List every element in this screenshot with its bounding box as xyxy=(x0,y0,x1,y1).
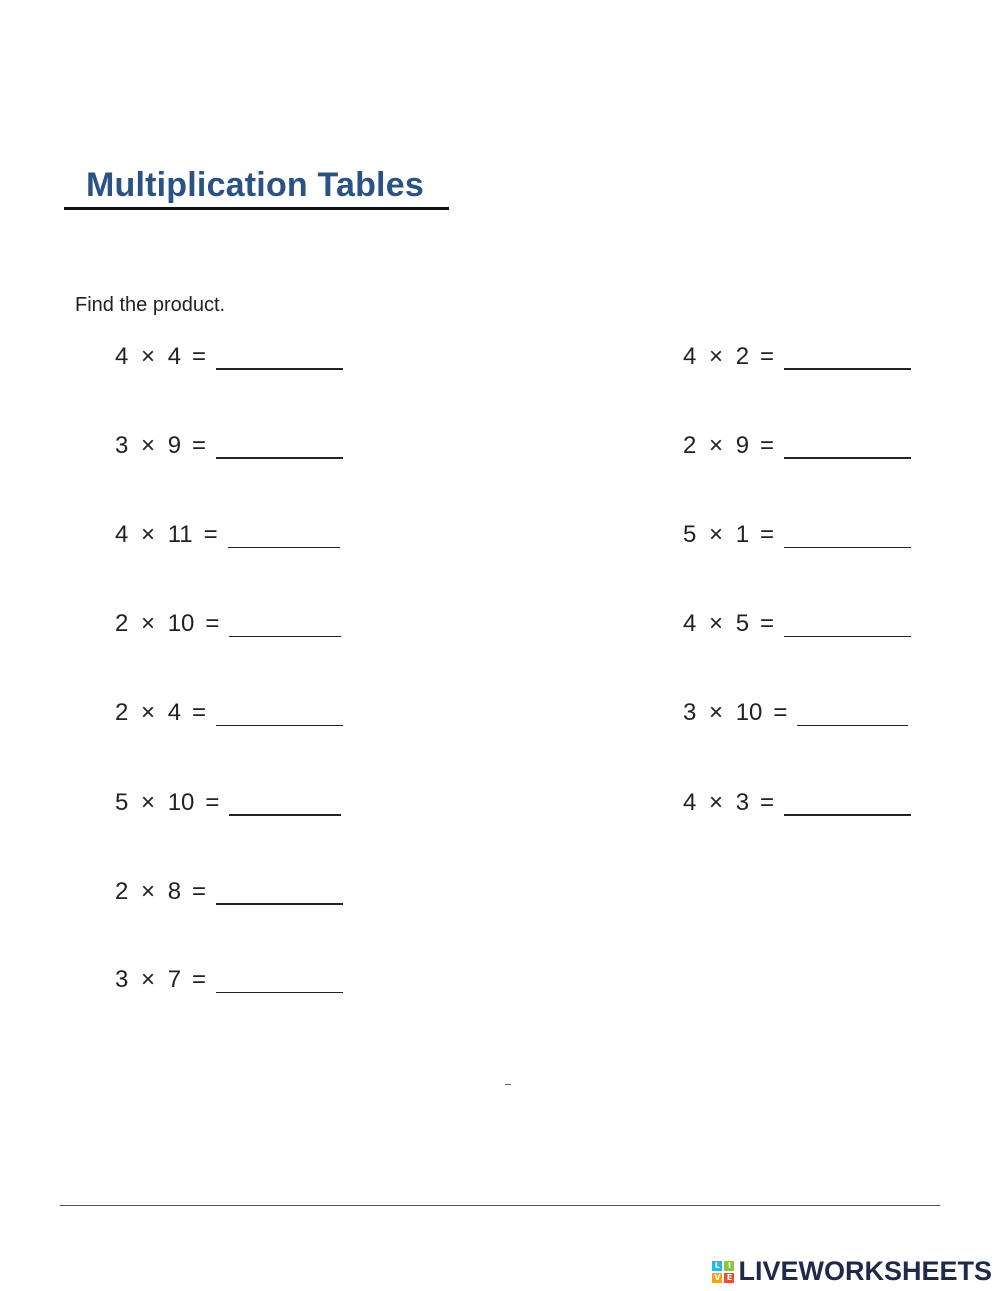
problem-expression: 2 × 8 xyxy=(115,878,182,905)
stray-mark xyxy=(505,1084,511,1085)
problem-left-4 xyxy=(115,610,341,640)
equals-sign: = xyxy=(760,343,775,370)
instruction-text: Find the product. xyxy=(75,294,226,316)
answer-blank[interactable] xyxy=(216,348,343,370)
equals-sign: = xyxy=(203,521,218,548)
logo-icon xyxy=(712,1261,734,1283)
equals-sign: = xyxy=(760,789,775,816)
problem-left-2 xyxy=(115,431,343,461)
brand-name: LIVEWORKSHEETS xyxy=(738,1256,992,1286)
title-underline xyxy=(64,207,449,210)
problem-right-5 xyxy=(683,699,908,729)
equals-sign: = xyxy=(192,432,207,459)
equals-sign: = xyxy=(205,789,220,816)
equals-sign: = xyxy=(192,878,207,905)
problem-right-1 xyxy=(683,342,911,372)
liveworksheets-logo xyxy=(712,1256,992,1287)
problem-expression: 2 × 4 xyxy=(115,699,182,726)
equals-sign: = xyxy=(760,432,775,459)
problem-left-5 xyxy=(115,699,343,729)
problem-expression: 4 × 2 xyxy=(683,343,750,370)
answer-blank[interactable] xyxy=(797,705,908,726)
answer-blank[interactable] xyxy=(216,972,343,993)
equals-sign: = xyxy=(760,521,775,548)
logo-tile: E xyxy=(724,1273,734,1283)
logo-tile: L xyxy=(712,1261,722,1271)
equals-sign: = xyxy=(192,343,207,370)
answer-blank[interactable] xyxy=(229,616,341,637)
logo-tile: I xyxy=(724,1261,734,1271)
answer-blank[interactable] xyxy=(784,616,911,637)
problem-expression: 5 × 1 xyxy=(683,521,750,548)
problem-expression: 4 × 5 xyxy=(683,610,750,637)
problem-right-4 xyxy=(683,610,911,640)
problem-expression: 2 × 9 xyxy=(683,432,750,459)
problem-left-7 xyxy=(115,877,343,907)
logo-tile: V xyxy=(714,1273,721,1282)
answer-blank[interactable] xyxy=(216,705,343,726)
problem-left-6 xyxy=(115,788,341,818)
problem-expression: 4 × 11 xyxy=(115,521,193,548)
answer-blank[interactable] xyxy=(216,437,343,459)
answer-blank[interactable] xyxy=(784,527,911,548)
worksheet-title: Multiplication Tables xyxy=(86,166,424,204)
problem-left-8 xyxy=(115,966,343,996)
problem-left-3 xyxy=(115,521,340,551)
problem-expression: 3 × 9 xyxy=(115,432,182,459)
equals-sign: = xyxy=(773,699,788,726)
answer-blank[interactable] xyxy=(216,883,343,905)
answer-blank[interactable] xyxy=(229,794,341,816)
problem-left-1 xyxy=(115,342,343,372)
equals-sign: = xyxy=(192,966,207,993)
problem-right-3 xyxy=(683,521,911,551)
problem-right-6 xyxy=(683,788,911,818)
equals-sign: = xyxy=(192,699,207,726)
problem-expression: 3 × 7 xyxy=(115,966,182,993)
equals-sign: = xyxy=(205,610,220,637)
answer-blank[interactable] xyxy=(228,527,340,548)
problem-expression: 4 × 4 xyxy=(115,343,182,370)
equals-sign: = xyxy=(760,610,775,637)
answer-blank[interactable] xyxy=(784,348,911,370)
problem-expression: 4 × 3 xyxy=(683,789,750,816)
footer-divider xyxy=(60,1205,940,1206)
problem-expression: 5 × 10 xyxy=(115,789,195,816)
problem-right-2 xyxy=(683,431,911,461)
answer-blank[interactable] xyxy=(784,437,911,459)
problem-expression: 3 × 10 xyxy=(683,699,763,726)
problem-expression: 2 × 10 xyxy=(115,610,195,637)
answer-blank[interactable] xyxy=(784,794,911,816)
